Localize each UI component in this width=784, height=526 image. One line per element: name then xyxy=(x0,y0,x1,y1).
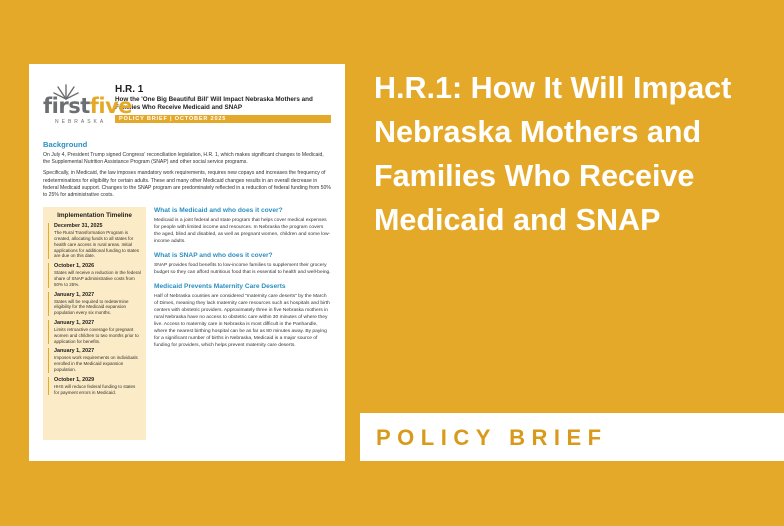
timeline-date: October 1, 2029 xyxy=(54,376,95,383)
page-headline: H.R.1: How It Will Impact Nebraska Mothers and Families Who Receive Medicaid and SNAP xyxy=(374,71,732,237)
timeline-text: The Rural Transformation Program is created, allocating funds to all states for health care access in rural areas. Initial applications for additional funding to states are due on this date. xyxy=(54,230,140,259)
document-columns xyxy=(43,207,331,440)
timeline-text: States will receive a reduction in the federal share of SNAP administrative costs from 50% to 25%. xyxy=(54,270,141,287)
logo-subtext: NEBRASKA xyxy=(55,119,107,125)
timeline-date: January 1, 2027 xyxy=(54,291,95,298)
background-title: Background xyxy=(43,140,88,149)
timeline-title: Implementation Timeline xyxy=(57,212,132,220)
timeline-date: January 1, 2027 xyxy=(54,348,95,355)
implementation-timeline xyxy=(43,207,146,440)
document-bill-number: H.R. 1 xyxy=(115,84,144,95)
timeline-text: Limits retroactive coverage for pregnant women and children to two months prior to application for benefits. xyxy=(54,326,139,344)
section-title-medicaid: What is Medicaid and who does it cover? xyxy=(154,207,283,215)
section-title-maternity: Medicaid Prevents Maternity Care Deserts xyxy=(154,283,286,291)
policy-brief-label: POLICY BRIEF xyxy=(376,425,608,450)
document-subtitle: How the 'One Big Beautiful Bill' Will Impact Nebraska Mothers and Families Who Receive Medicaid and SNAP xyxy=(115,96,313,111)
timeline-item xyxy=(48,292,141,316)
document-heading xyxy=(115,78,331,123)
timeline-item xyxy=(48,263,141,287)
timeline-date: December 31, 2025 xyxy=(54,223,103,230)
section-text-medicaid: Medicaid is a joint federal and state program that helps cover medical expenses for people with limited income and resources. In Nebraska the program covers the aged, blind and disabled, as well as pregnant women, children and some low-income adults. xyxy=(154,218,331,245)
logo-wordmark: firstfive xyxy=(43,94,133,118)
document-right-column xyxy=(146,207,331,440)
timeline-text: Imposes work requirements on individuals enrolled in the Medicaid expansion population. xyxy=(54,355,138,372)
timeline-date: January 1, 2027 xyxy=(54,319,95,326)
background-paragraph: Specifically, in Medicaid, the law imposes mandatory work requirements, requires new copays and increases the frequency of redeterminations for eligibility for certain adults. These and many other Medicaid changes results in an overall decrease in federal Medicaid support. Changes to the SNAP program are predominately reflected in a reduction of federal funding from 50% to 25% for administrative costs. xyxy=(43,170,331,199)
timeline-item xyxy=(48,320,141,344)
timeline-item xyxy=(48,223,141,259)
background-paragraph: On July 4, President Trump signed Congress' reconciliation legislation, H.R. 1, which makes significant changes to Medicaid, the Supplemental Nutrition Assistance Program (SNAP) and other social service programs. xyxy=(43,152,324,166)
timeline-item xyxy=(48,348,141,372)
section-title-snap: What is SNAP and who does it cover? xyxy=(154,252,273,260)
timeline-item xyxy=(48,377,141,396)
timeline-text: States will be required to redetermine eligibility for the Medicaid expansion population every six months. xyxy=(54,298,129,316)
section-text-maternity: Half of Nebraska counties are considered "maternity care deserts" by the March of Dimes, meaning they lack maternity care resources such as hospitals and birth centers with obstetric providers. Approximately three in five Nebraska mothers in rural Nebraska have no access to obstetric care within 30 minutes of where they live. Access to maternity care in Nebraska is most difficult in the Panhandle, where the nearest birthing hospital can be as far as 80 minutes away. By paying for a significant number of births in Nebraska, Medicaid is a major source of funding for providers, which helps prevent maternity care deserts. xyxy=(154,294,330,349)
policy-brief-date-bar: POLICY BRIEF | OCTOBER 2025 xyxy=(115,115,331,123)
section-text-snap: SNAP provides food benefits to low-income families to supplement their grocery budget so they can afford nutritious food that is essential to health and well-being. xyxy=(154,263,331,276)
timeline-text: HHS will reduce federal funding to states for payment errors in Medicaid. xyxy=(54,383,136,395)
policy-brief-document xyxy=(29,64,345,461)
timeline-date: October 1, 2026 xyxy=(54,263,95,270)
policy-brief-band xyxy=(360,413,784,461)
document-header xyxy=(43,78,331,134)
